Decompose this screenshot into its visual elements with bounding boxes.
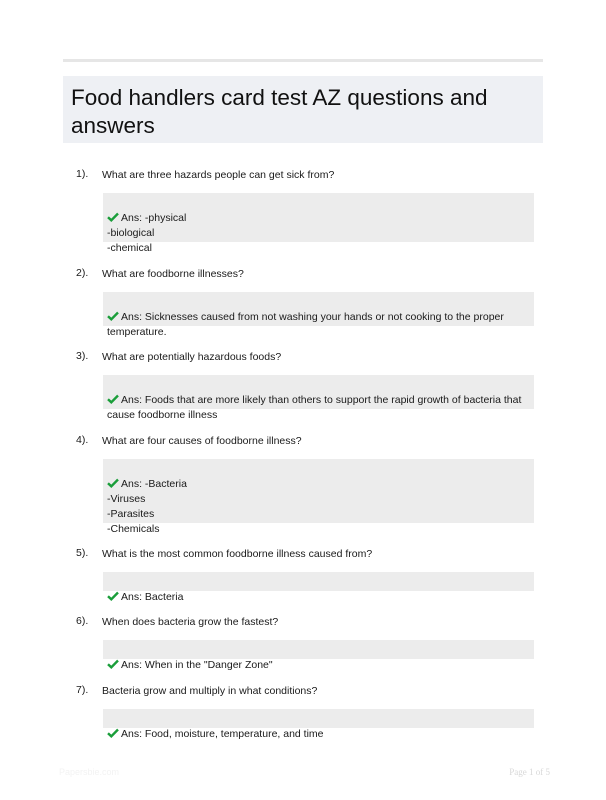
- check-icon: [107, 728, 119, 738]
- answer-box: [103, 459, 534, 535]
- answer-text: Ans: -Bacteria -Viruses -Parasites -Chemicals: [107, 478, 187, 535]
- answer-text: Ans: Bacteria: [121, 591, 184, 603]
- check-icon: [107, 394, 119, 404]
- question-number: 5).: [76, 547, 89, 559]
- answer-text: Ans: Food, moisture, temperature, and time: [121, 728, 324, 740]
- answer-box: [103, 572, 534, 603]
- page-number: Page 1 of 5: [509, 767, 550, 777]
- answer-box: [103, 640, 534, 671]
- question-text: What are potentially hazardous foods?: [102, 351, 282, 363]
- top-divider: [63, 59, 543, 62]
- question-number: 2).: [76, 267, 89, 279]
- question-text: What are three hazards people can get sick from?: [102, 169, 335, 181]
- footer-watermark: Papersbie.com: [59, 767, 120, 777]
- check-icon: [107, 591, 119, 601]
- page-title: Food handlers card test AZ questions and answers: [71, 85, 488, 138]
- answer-text: Ans: Sicknesses caused from not washing your hands or not cooking to the proper temperature.: [107, 311, 504, 338]
- question-number: 4).: [76, 434, 89, 446]
- check-icon: [107, 311, 119, 321]
- question-text: Bacteria grow and multiply in what conditions?: [102, 685, 318, 697]
- question-number: 1).: [76, 168, 89, 180]
- answer-text: Ans: -physical -biological -chemical: [107, 212, 187, 254]
- check-icon: [107, 478, 119, 488]
- question-number: 7).: [76, 684, 89, 696]
- answer-text: Ans: Foods that are more likely than others to support the rapid growth of bacteria that cause foodborne illness: [107, 394, 522, 421]
- answer-box: [103, 193, 534, 254]
- check-icon: [107, 212, 119, 222]
- question-text: When does bacteria grow the fastest?: [102, 616, 279, 628]
- check-icon: [107, 659, 119, 669]
- question-number: 3).: [76, 350, 89, 362]
- question-text: What are four causes of foodborne illness?: [102, 435, 302, 447]
- answer-box: [103, 375, 534, 421]
- answer-text: Ans: When in the "Danger Zone": [121, 659, 273, 671]
- title-box: [63, 76, 543, 143]
- question-text: What is the most common foodborne illness caused from?: [102, 548, 373, 560]
- answer-box: [103, 709, 534, 740]
- question-text: What are foodborne illnesses?: [102, 268, 244, 280]
- answer-box: [103, 292, 534, 338]
- question-number: 6).: [76, 615, 89, 627]
